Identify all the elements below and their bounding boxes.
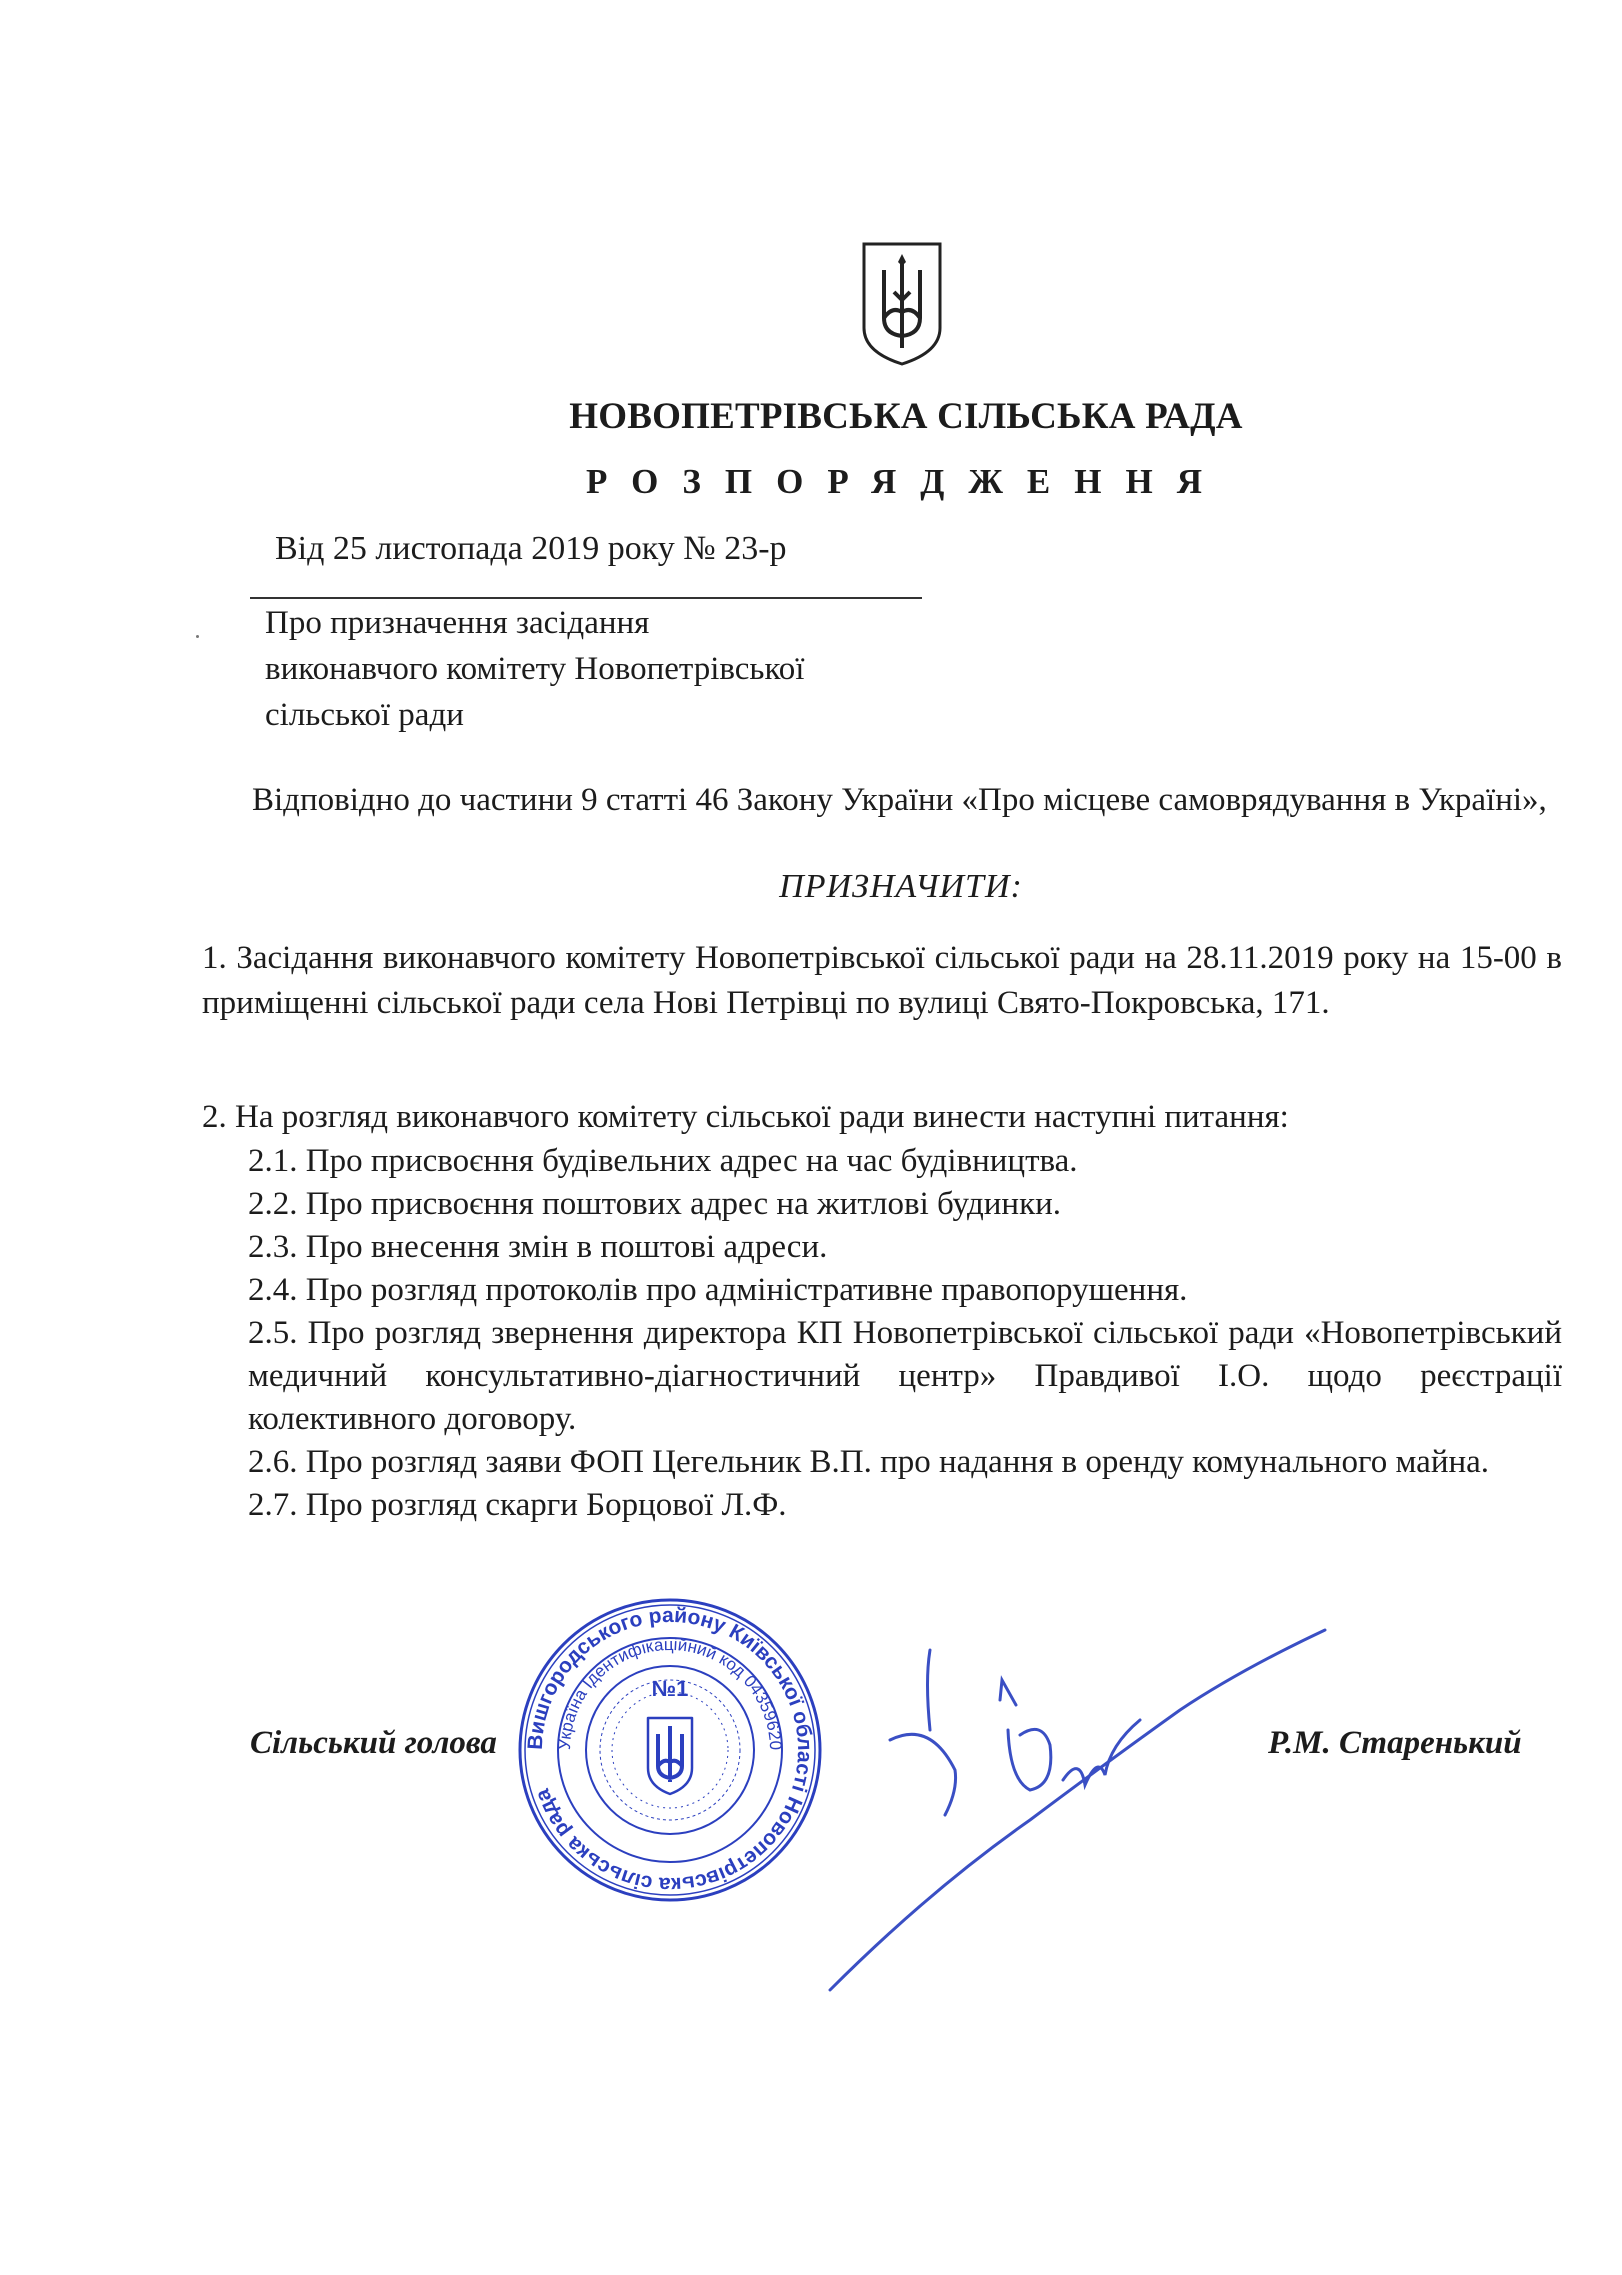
stamp-number: №1 bbox=[651, 1676, 689, 1701]
stamp-trident-icon bbox=[648, 1718, 692, 1794]
date-line: Від 25 листопада 2019 року № 23-р bbox=[275, 530, 787, 567]
list-item: 2.1. Про присвоєння будівельних адрес на час будівництва. bbox=[248, 1143, 1078, 1179]
handwritten-signature bbox=[780, 1530, 1340, 2000]
stamp-inner-text: Україна Ідентифікаційний код 04359620 bbox=[554, 1634, 786, 1751]
list-item: 2.7. Про розгляд скарги Борцової Л.Ф. bbox=[248, 1487, 787, 1523]
decree-heading: ПРИЗНАЧИТИ: bbox=[779, 868, 1023, 905]
subject-line: Про призначення засідання bbox=[265, 605, 650, 641]
document-type: РОЗПОРЯДЖЕННЯ bbox=[586, 462, 1226, 501]
item-1: 1. Засідання виконавчого комітету Новопетрівської сільської ради на 28.11.2019 року на 15-00 в приміщенні сільської ради села Нові Петрівці по вулиці Свято-Покровська, 171. bbox=[202, 940, 1562, 1021]
scan-speck bbox=[196, 635, 199, 638]
list-item: 2.4. Про розгляд протоколів про адміністративне правопорушення. bbox=[248, 1272, 1188, 1308]
list-item: 2.3. Про внесення змін в поштові адреси. bbox=[248, 1229, 828, 1265]
list-item: 2.2. Про присвоєння поштових адрес на житлові будинки. bbox=[248, 1186, 1062, 1222]
list-item: 2.5. Про розгляд звернення директора КП Новопетрівської сільської ради «Новопетрівський медичний консультативно-діагностичний центр» Правдивої І.О. щодо реєстрації колективного договору. bbox=[248, 1315, 1562, 1437]
signatory-name: Р.М. Старенький bbox=[1268, 1725, 1522, 1761]
subject-line: сільської ради bbox=[265, 697, 464, 733]
preamble-paragraph: Відповідно до частини 9 статті 46 Закону України «Про місцеве самоврядування в Україні», bbox=[252, 782, 1547, 818]
list-item: 2.6. Про розгляд заяви ФОП Цегельник В.П. про надання в оренду комунального майна. bbox=[248, 1444, 1490, 1480]
subject-block bbox=[265, 600, 804, 738]
subitem-list bbox=[248, 1140, 1562, 1527]
item-2: 2. На розгляд виконавчого комітету сільської ради винести наступні питання: bbox=[202, 1099, 1289, 1135]
stamp-outer-text: Вишгородського району Київської області Новопетрівська сільська рада bbox=[523, 1603, 817, 1897]
subject-line: виконавчого комітету Новопетрівської bbox=[265, 651, 805, 687]
council-name: НОВОПЕТРІВСЬКА СІЛЬСЬКА РАДА bbox=[569, 396, 1243, 437]
signatory-position: Сільський голова bbox=[250, 1725, 497, 1761]
divider bbox=[250, 597, 922, 599]
trident-coat-of-arms-icon bbox=[860, 240, 944, 368]
